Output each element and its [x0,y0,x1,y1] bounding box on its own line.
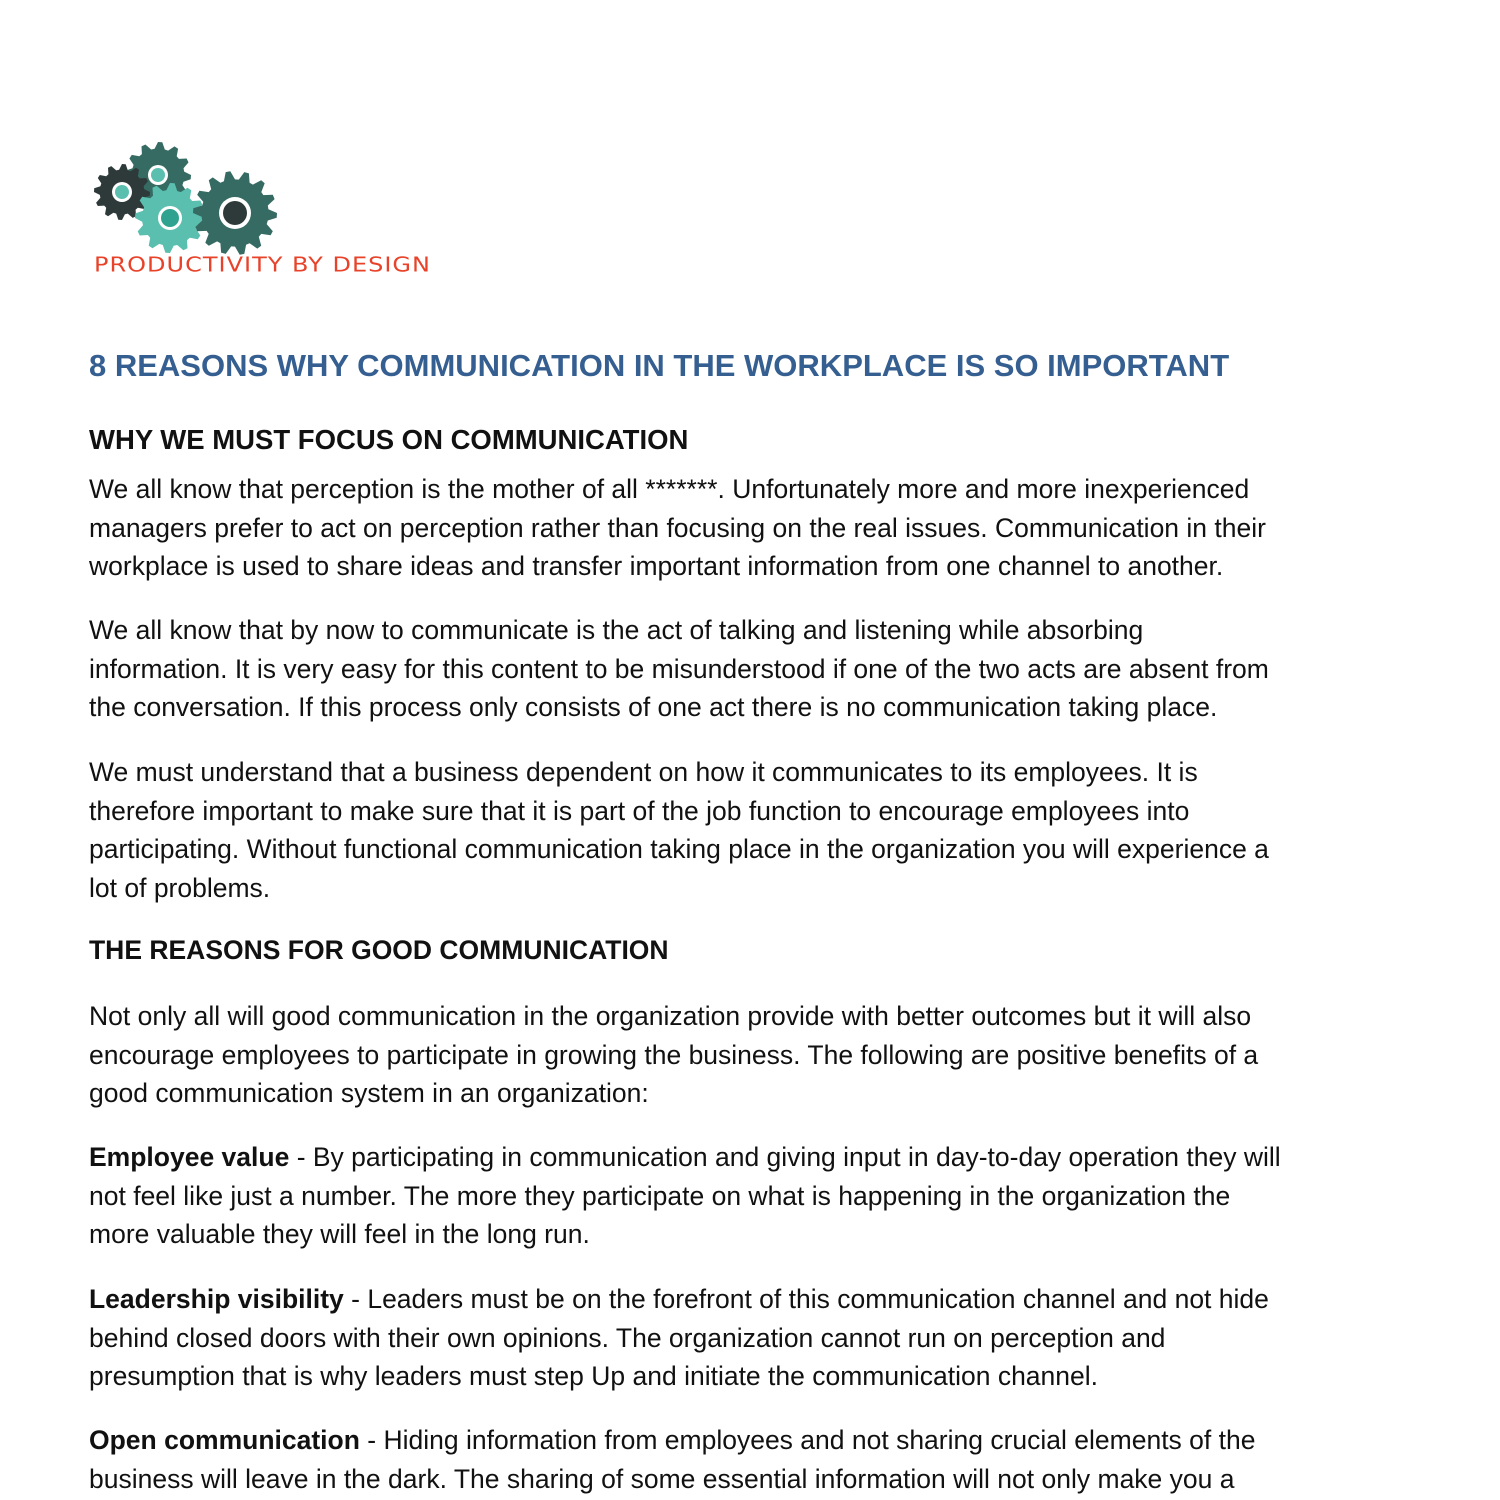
line: - Leaders must be on the forefront of this communication channel and not hide [343,1284,1269,1314]
paragraph-3 [89,753,1269,907]
section-heading-reasons: THE REASONS FOR GOOD COMMUNICATION [89,935,669,965]
section-heading-focus: WHY WE MUST FOCUS ON COMMUNICATION [89,424,689,455]
line: business will leave in the dark. The sharing of some essential information will not only make you a [89,1463,1235,1494]
line: good communication system in an organization: [89,1078,649,1109]
gear-icon [193,171,277,254]
page-title: 8 REASONS WHY COMMUNICATION IN THE WORKPLACE IS SO IMPORTANT [89,348,1230,383]
line: managers prefer to act on perception rather than focusing on the real issues. Communication in their [89,512,1266,543]
line: participating. Without functional communication taking place in the organization you will experience a [89,834,1269,865]
paragraph-2 [89,611,1269,727]
brand-logo-text: PRODUCTIVITY BY DESIGN [94,253,431,277]
line: - Hiding information from employees and not sharing crucial elements of the [359,1425,1256,1455]
line: the conversation. If this process only consists of one act there is no communication taking place. [89,692,1218,723]
paragraph-1 [89,470,1266,586]
reason-term: Open communication [89,1425,360,1455]
line: lot of problems. [89,872,271,903]
line: workplace is used to share ideas and transfer important information from one channel to another. [89,551,1224,582]
line: not feel like just a number. The more they participate on what is happening in the organization the [89,1180,1231,1211]
line: Not only all will good communication in the organization provide with better outcomes but it will also [89,1001,1252,1031]
line: behind closed doors with their own opinions. The organization cannot run on perception and [89,1322,1166,1353]
line: information. It is very easy for this content to be misunderstood if one of the two acts are absent from [89,653,1269,684]
line: We must understand that a business dependent on how it communicates to its employees. It is [89,757,1198,787]
reason-leadership-visibility [89,1280,1269,1396]
line: more valuable they will feel in the long run. [89,1219,590,1250]
line: - By participating in communication and giving input in day-to-day operation they will [289,1142,1281,1172]
line: We all know that by now to communicate is the act of talking and listening while absorbing [89,615,1144,645]
reason-open-communication [89,1421,1255,1498]
reason-term: Leadership visibility [89,1284,344,1314]
line: encourage employees to participate in growing the business. The following are positive benefits of a [89,1039,1259,1070]
reason-employee-value [89,1138,1281,1254]
intro-paragraph [89,997,1258,1113]
line: We all know that perception is the mother of all *******. Unfortunately more and more inexperienced [89,474,1250,504]
reason-term: Employee value [89,1142,290,1172]
line: presumption that is why leaders must step Up and initiate the communication channel. [89,1361,1099,1392]
line: therefore important to make sure that it is part of the job function to encourage employees into [89,795,1190,826]
